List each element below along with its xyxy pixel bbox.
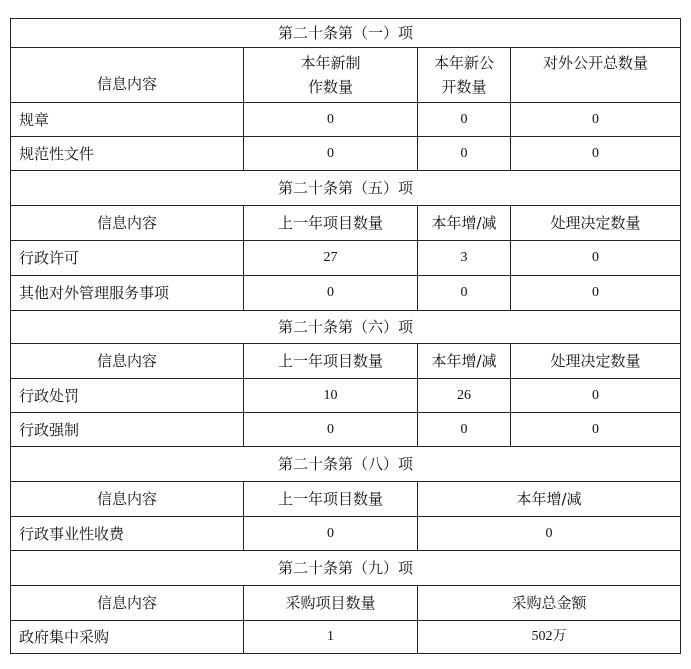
administrative-penalty-change-value: 26 [418,379,511,413]
section-5-header-procurement-count: 采购项目数量 [244,586,418,621]
row-label-administrative-fees: 行政事业性收费 [11,517,244,551]
section-5-title: 第二十条第（九）项 [11,551,681,586]
table-row [11,621,681,654]
administrative-fees-prev-year-value: 0 [244,517,418,551]
section-3-title: 第二十条第（六）项 [11,311,681,344]
table-row [11,241,681,276]
section-3-title-row [11,311,681,344]
table-row [11,103,681,137]
other-management-services-change-value: 0 [418,276,511,311]
disclosure-table-body [11,19,681,654]
section-2-title: 第二十条第（五）项 [11,171,681,206]
regulations-total-public-value: 0 [511,103,681,137]
section-5-header-info-content: 信息内容 [11,586,244,621]
table-row [11,276,681,311]
table-row [11,413,681,447]
administrative-enforcement-change-value: 0 [418,413,511,447]
section-1-header-info-content: 信息内容 [11,48,244,103]
disclosure-table [10,18,681,654]
row-label-normative-documents: 规范性文件 [11,137,244,171]
government-procurement-amount-value: 502万 [418,621,681,654]
administrative-license-decision-value: 0 [511,241,681,276]
section-3-header-decision-count: 处理决定数量 [511,344,681,379]
section-2-header-decision-count: 处理决定数量 [511,206,681,241]
section-4-title: 第二十条第（八）项 [11,447,681,482]
administrative-penalty-decision-value: 0 [511,379,681,413]
row-label-administrative-enforcement: 行政强制 [11,413,244,447]
row-label-other-management-services: 其他对外管理服务事项 [11,276,244,311]
section-3-header-prev-year-count: 上一年项目数量 [244,344,418,379]
section-2-title-row [11,171,681,206]
administrative-penalty-prev-year-value: 10 [244,379,418,413]
administrative-enforcement-decision-value: 0 [511,413,681,447]
section-5-header-row [11,586,681,621]
administrative-license-change-value: 3 [418,241,511,276]
section-3-header-info-content: 信息内容 [11,344,244,379]
normative-documents-new-published-value: 0 [418,137,511,171]
normative-documents-new-made-value: 0 [244,137,418,171]
administrative-license-prev-year-value: 27 [244,241,418,276]
section-5-header-procurement-amount: 采购总金额 [418,586,681,621]
other-management-services-prev-year-value: 0 [244,276,418,311]
row-label-regulations: 规章 [11,103,244,137]
section-3-header-this-year-change: 本年增/减 [418,344,511,379]
section-4-header-row [11,482,681,517]
administrative-enforcement-prev-year-value: 0 [244,413,418,447]
other-management-services-decision-value: 0 [511,276,681,311]
government-procurement-count-value: 1 [244,621,418,654]
table-row [11,137,681,171]
section-2-header-this-year-change: 本年增/减 [418,206,511,241]
section-3-header-row [11,344,681,379]
section-5-title-row [11,551,681,586]
table-row [11,379,681,413]
section-1-header-new-made: 本年新制作数量 [300,54,361,96]
section-1-header-new-published-cell [418,48,511,103]
section-1-title-row [11,19,681,48]
section-4-header-info-content: 信息内容 [11,482,244,517]
normative-documents-total-public-value: 0 [511,137,681,171]
section-1-header-total-public: 对外公开总数量 [511,48,681,103]
section-4-header-prev-year-count: 上一年项目数量 [244,482,418,517]
section-2-header-row [11,206,681,241]
section-4-header-this-year-change: 本年增/减 [418,482,681,517]
row-label-government-procurement: 政府集中采购 [11,621,244,654]
row-label-administrative-penalty: 行政处罚 [11,379,244,413]
row-label-administrative-license: 行政许可 [11,241,244,276]
administrative-fees-change-value: 0 [418,517,681,551]
section-1-header-new-made-cell [244,48,418,103]
section-4-title-row [11,447,681,482]
table-row [11,517,681,551]
regulations-new-published-value: 0 [418,103,511,137]
section-1-header-new-published: 本年新公开数量 [433,54,494,96]
section-1-header-row [11,48,681,103]
section-2-header-info-content: 信息内容 [11,206,244,241]
section-1-title: 第二十条第（一）项 [11,19,681,48]
section-2-header-prev-year-count: 上一年项目数量 [244,206,418,241]
regulations-new-made-value: 0 [244,103,418,137]
